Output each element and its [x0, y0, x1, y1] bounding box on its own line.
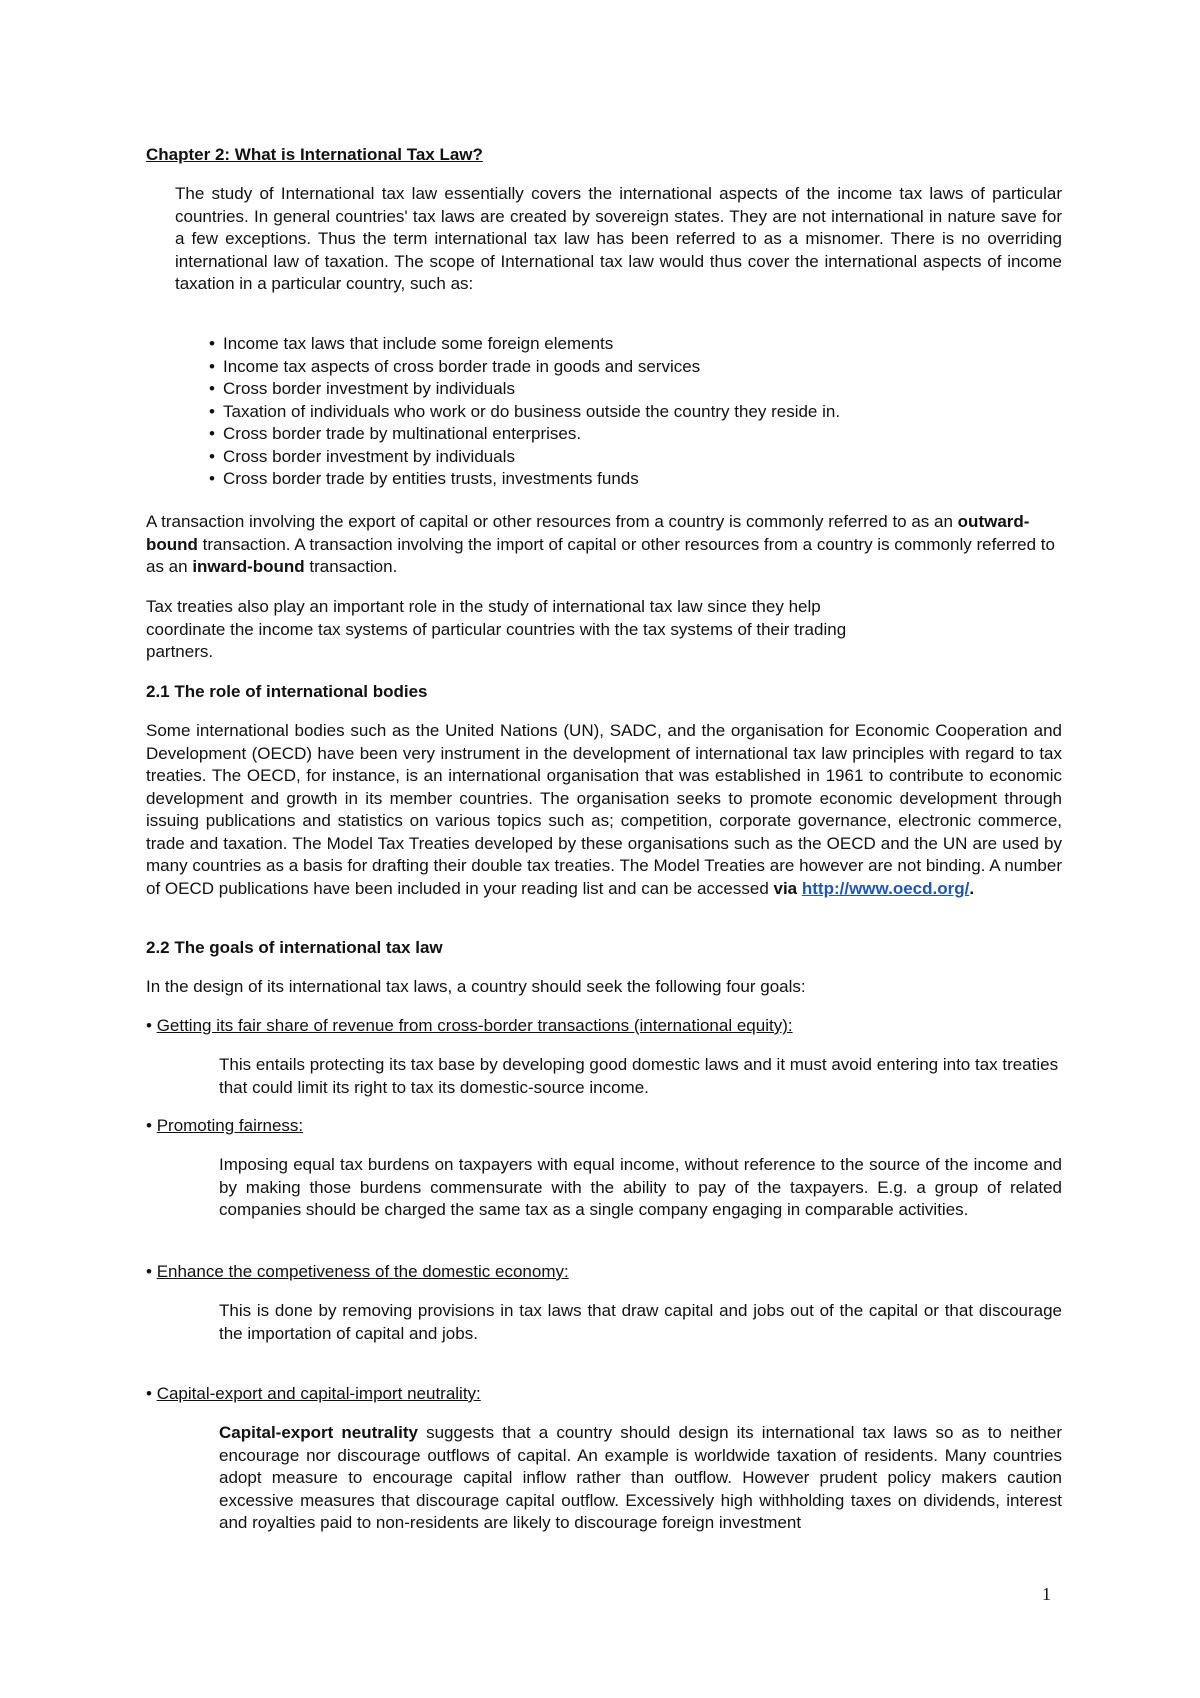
bullet-icon: • — [146, 1384, 152, 1403]
bullet-icon: • — [209, 356, 215, 376]
treaties-paragraph: Tax treaties also play an important role in the study of international tax law since they help coordinate the income tax systems of particular countries with the tax systems of their trading partners. — [146, 597, 847, 661]
bullet-icon: • — [209, 379, 215, 398]
scope-item: • Cross border investment by individuals — [209, 446, 840, 469]
goal-text: This entails protecting its tax base by developing good domestic laws and it must avoid entering into tax treaties that could limit its right to tax its domestic-source income. — [219, 1055, 1059, 1097]
bound-paragraph: A transaction involving the export of capital or other resources from a country is commonly referred to as an outward-bound transaction. A transaction involving the import of capital or other resources from a country is commonly referred to as an inward-bound transaction. — [146, 512, 1055, 576]
goal-text: Capital-export neutrality suggests that a country should design its international tax laws so as to neither encourage nor discourage outflows of capital. An example is worldwide taxation of residents. Many countries adopt measure to encourage capital inflow rather than outflow. However prudent policy makers caution excessive measures that discourage capital outflow. Excessively high withholding taxes on dividends, interest and royalties paid to non-residents are likely to discourage foreign investment — [219, 1423, 1062, 1532]
goal-text: This is done by removing provisions in tax laws that draw capital and jobs out of the capital or that discourage the importation of capital and jobs. — [219, 1301, 1062, 1343]
capital-export-neutrality-term: Capital-export neutrality — [219, 1423, 418, 1442]
scope-list — [209, 333, 840, 491]
bullet-icon: • — [146, 1016, 152, 1035]
intro-paragraph: The study of International tax law essentially covers the international aspects of the income tax laws of particular countries. In general countries' tax laws are created by sovereign states. They are not international in nature save for a few exceptions. Thus the term international tax law has been referred to as a misnomer. There is no overriding international law of taxation. The scope of International tax law would thus cover the international aspects of income taxation in a particular country, such as: — [175, 184, 1062, 293]
section-2-1-paragraph: Some international bodies such as the United Nations (UN), SADC, and the organisation for Economic Cooperation and Development (OECD) have been very instrument in the development of international tax law principles with regard to tax treaties. The OECD, for instance, is an international organisation that was established in 1961 to contribute to economic development and growth in its member countries. The organisation seeks to promote economic development through issuing publications and statistics on various topics such as; competition, corporate governance, electronic commerce, trade and taxation. The Model Tax Treaties developed by these organisations such as the OECD and the UN are used by many countries as a basis for drafting their double tax treaties. The Model Treaties are however are not binding. A number of OECD publications have been included in your reading list and can be accessed via http://www.oecd.org/. — [146, 721, 1062, 898]
scope-item: • Income tax aspects of cross border trade in goods and services — [209, 356, 840, 379]
goal-title: • Capital-export and capital-import neutrality: — [146, 1384, 481, 1403]
goal-title: • Getting its fair share of revenue from cross-border transactions (international equity): — [146, 1016, 793, 1035]
bullet-icon: • — [146, 1262, 152, 1281]
goals-intro: In the design of its international tax laws, a country should seek the following four goals: — [146, 977, 806, 996]
goal-title: • Promoting fairness: — [146, 1116, 304, 1135]
oecd-link[interactable]: http://www.oecd.org/ — [801, 878, 970, 898]
section-2-1-heading: 2.1 The role of international bodies — [146, 682, 428, 701]
goal-text: Imposing equal tax burdens on taxpayers with equal income, without reference to the source of the income and by making those burdens commensurate with the ability to pay of the taxpayers. E.g. a group of related companies should be charged the same tax as a single company engaging in comparable activities. — [219, 1155, 1062, 1219]
bullet-icon: • — [209, 334, 215, 353]
scope-item: • Taxation of individuals who work or do business outside the country they reside in. — [209, 401, 840, 424]
goal-title: • Enhance the competiveness of the domestic economy: — [146, 1262, 569, 1281]
bullet-icon: • — [146, 1116, 152, 1135]
bullet-icon: • — [209, 401, 215, 421]
scope-item: • Income tax laws that include some foreign elements — [209, 333, 840, 356]
scope-item: • Cross border investment by individuals — [209, 378, 840, 401]
scope-item: • Cross border trade by multinational enterprises. — [209, 423, 840, 446]
outward-bound-term: outward-bound — [146, 512, 1030, 554]
chapter-title: Chapter 2: What is International Tax Law? — [146, 145, 483, 164]
bullet-icon: • — [209, 424, 215, 443]
section-2-2-heading: 2.2 The goals of international tax law — [146, 938, 443, 957]
bullet-icon: • — [209, 469, 215, 488]
inward-bound-term: inward-bound — [192, 557, 305, 576]
scope-item: • Cross border trade by entities trusts, investments funds — [209, 468, 840, 491]
bullet-icon: • — [209, 446, 215, 466]
page-number: 1 — [1042, 1584, 1051, 1604]
